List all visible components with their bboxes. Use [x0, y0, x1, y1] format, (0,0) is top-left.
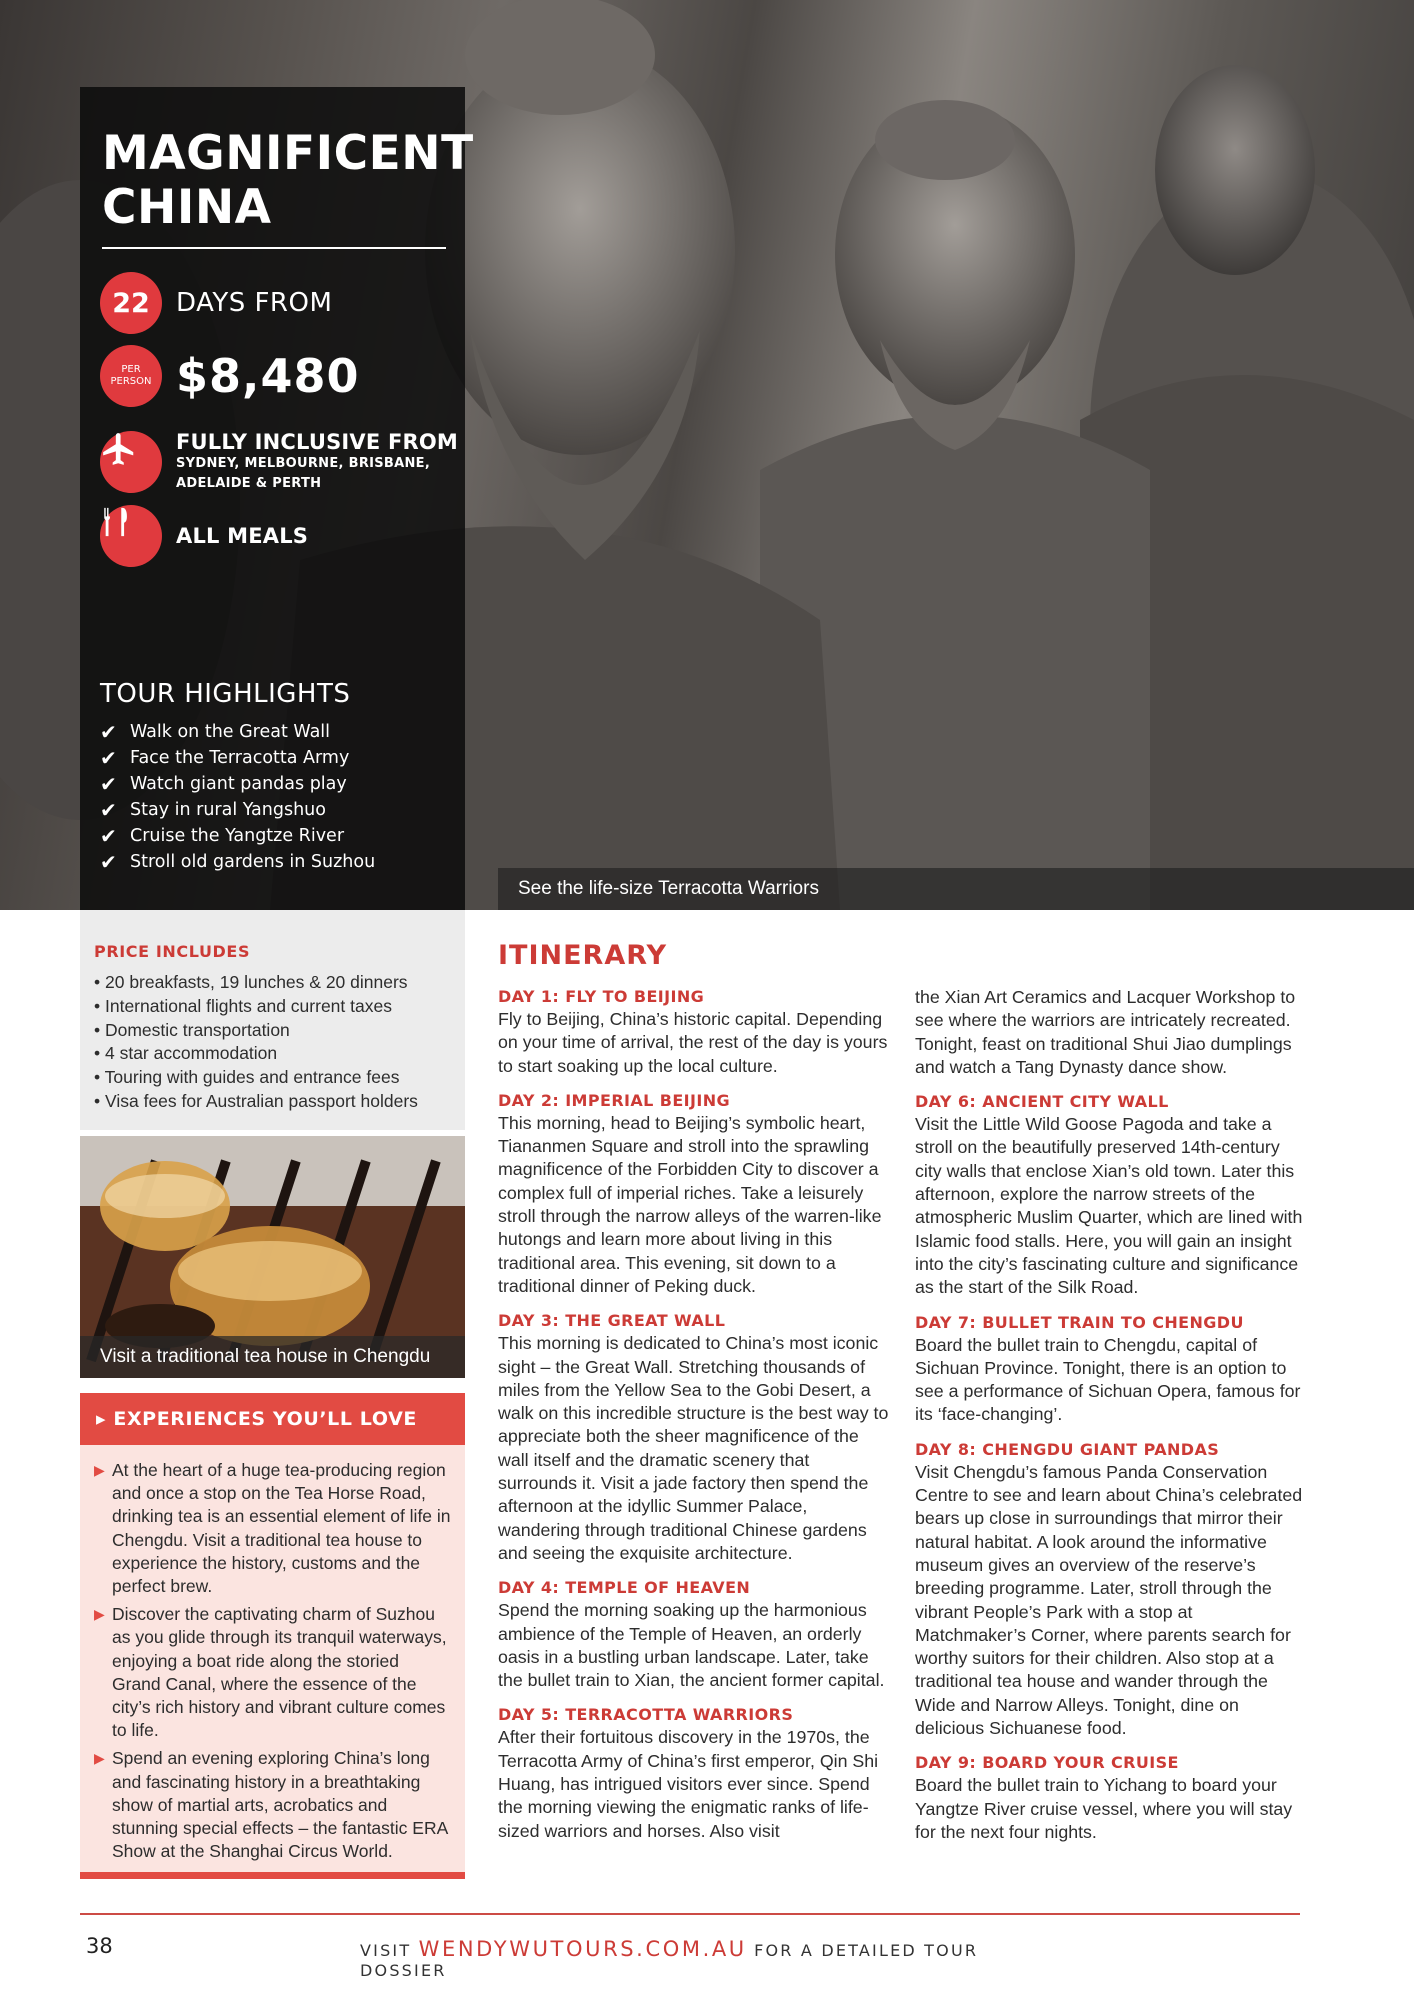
itinerary-day — [915, 1439, 1307, 1741]
list-item: • Visa fees for Australian passport holders — [94, 1090, 418, 1111]
triangle-bullet-icon: ▶ — [94, 1462, 105, 1478]
price-includes-list — [94, 971, 451, 1114]
per-person-circle — [100, 345, 162, 407]
check-icon: ✔ — [100, 720, 117, 744]
tea-house-photo — [80, 1136, 465, 1378]
day-heading: DAY 6: ANCIENT CITY WALL — [915, 1092, 1169, 1112]
duration-row — [100, 272, 332, 334]
itinerary-day — [498, 1090, 890, 1298]
experiences-bottom-bar — [80, 1872, 465, 1879]
days-circle — [100, 272, 162, 334]
check-icon: ✔ — [100, 772, 117, 796]
itinerary-day — [498, 1577, 890, 1692]
day-text: This morning, head to Beijing’s symbolic heart, Tiananmen Square and stroll into the sprawling magnificence of the Forbidden City to discover a complex full of imperial riches. Take a leisurely stroll through the narrow alleys of the warren-like hutongs and learn more about living in this traditional area. This evening, sit down to a traditional dinner of Peking duck. — [498, 1112, 882, 1296]
tour-price: $8,480 — [176, 349, 360, 403]
tour-info-panel — [80, 87, 474, 910]
list-item: • 20 breakfasts, 19 lunches & 20 dinners — [94, 972, 408, 992]
inclusive-label: FULLY INCLUSIVE FROM — [176, 430, 459, 454]
tour-title: MAGNIFICENT CHINA — [102, 126, 474, 235]
itinerary-day — [915, 1091, 1307, 1299]
day-heading: DAY 2: IMPERIAL BEIJING — [498, 1090, 731, 1110]
itinerary-day — [498, 1310, 890, 1565]
price-row — [100, 345, 360, 407]
experience-item: ▶ At the heart of a huge tea-producing region and once a stop on the Tea Horse Road, drinking tea is an essential element of life in Chengdu. Visit a traditional tea house to experience the history, customs and the perfect brew. — [94, 1459, 451, 1598]
tea-photo-caption: Visit a traditional tea house in Chengdu — [80, 1336, 465, 1378]
experiences-heading: ▸ EXPERIENCES YOU’LL LOVE — [80, 1393, 465, 1445]
footer-divider — [80, 1913, 1300, 1915]
days-number: 22 — [112, 287, 150, 319]
itinerary-column-1 — [498, 986, 890, 1855]
flights-text — [176, 430, 458, 494]
day-heading: DAY 7: BULLET TRAIN TO CHENGDU — [915, 1312, 1244, 1332]
meals-label: ALL MEALS — [176, 524, 309, 548]
day-text: Fly to Beijing, China’s historic capital. Depending on your time of arrival, the rest of the day is yours to start soaking up the local culture. — [498, 1009, 888, 1076]
days-label: DAYS FROM — [176, 288, 333, 318]
day-text: Visit Chengdu’s famous Panda Conservation Centre to see and learn about China’s celebrated bears up close in surroundings that mirror their natural habitat. A look around the informative museum gives an overview of the reserve’s breeding programme. Later, stroll through the vibrant People’s Park with a stop at Matchmaker’s Corner, where parents search for worthy suitors for their children. Also stop at a traditional tea house and wander through the Wide and Narrow Alleys. Tonight, dine on delicious Sichuanese food. — [915, 1461, 1303, 1739]
itinerary-day — [915, 1752, 1307, 1844]
day-heading: DAY 8: CHENGDU GIANT PANDAS — [915, 1439, 1220, 1459]
plane-icon — [100, 431, 162, 493]
cities-line1: SYDNEY, MELBOURNE, BRISBANE, — [176, 456, 431, 471]
list-item: • Touring with guides and entrance fees — [94, 1067, 400, 1088]
list-item: • Domestic transportation — [94, 1019, 290, 1040]
check-icon: ✔ — [100, 824, 117, 848]
itinerary-day — [915, 1312, 1307, 1427]
check-icon: ✔ — [100, 746, 117, 770]
day-heading: DAY 1: FLY TO BEIJING — [498, 987, 705, 1006]
footer-suffix: FOR A DETAILED TOUR DOSSIER — [360, 1941, 979, 1980]
check-icon: ✔ — [100, 850, 117, 874]
triangle-bullet-icon: ▶ — [94, 1606, 105, 1623]
experience-item: ▶ Spend an evening exploring China’s long and fascinating history in a breathtaking show of martial arts, acrobatics and stunning special effects – the fantastic ERA Show at the Shanghai Circus World. — [94, 1747, 451, 1863]
day-heading: DAY 4: TEMPLE OF HEAVEN — [498, 1578, 751, 1598]
list-item: • 4 star accommodation — [94, 1043, 278, 1064]
highlights-list — [100, 719, 375, 875]
itinerary-continued — [915, 986, 1307, 1079]
footer-website-link[interactable]: WENDYWUTOURS.COM.AU — [418, 1937, 747, 1961]
title-divider — [102, 247, 446, 249]
day-text: the Xian Art Ceramics and Lacquer Workshop to see where the warriors are intricately recreated. Tonight, feast on traditional Shui Jiao dumplings and watch a Tang Dynasty dance show. — [915, 987, 1296, 1077]
flights-row — [100, 430, 458, 494]
experience-item: ▶ Discover the captivating charm of Suzhou as you glide through its tranquil waterways, enjoying a boat ride along the storied Grand Canal, where the essence of the city’s rich history and vibrant culture comes to life. — [94, 1603, 451, 1742]
highlight-item: ✔ Walk on the Great Wall — [100, 720, 331, 744]
day-text: Board the bullet train to Yichang to board your Yangtze River cruise vessel, where you will stay for the next four nights. — [915, 1775, 1293, 1842]
itinerary-title: ITINERARY — [498, 940, 668, 971]
day-text: Spend the morning soaking up the harmonious ambience of the Temple of Heaven, an orderly oasis in a bustling urban landscape. Later, take the bullet train to Xian, the ancient former capital. — [498, 1600, 885, 1691]
day-heading: DAY 3: THE GREAT WALL — [498, 1311, 726, 1331]
triangle-bullet-icon: ▶ — [94, 1750, 105, 1767]
meals-row — [100, 505, 308, 567]
day-heading: DAY 9: BOARD YOUR CRUISE — [915, 1753, 1179, 1773]
page-number: 38 — [86, 1934, 113, 1958]
per-person-label: PER PERSON — [110, 364, 152, 387]
hero-caption: See the life-size Terracotta Warriors — [498, 868, 1414, 910]
day-text: After their fortuitous discovery in the 1970s, the Terracotta Army of China’s first emperor, Qin Shi Huang, has intrigued visitors ever since. Spend the morning viewing the enigmatic ranks of life-sized warriors and horses. Also visit — [498, 1727, 879, 1841]
highlight-item: ✔ Stroll old gardens in Suzhou — [100, 850, 376, 874]
hero-photo — [0, 0, 1414, 910]
cities-line2: ADELAIDE & PERTH — [176, 476, 322, 491]
price-includes-box — [80, 910, 465, 1130]
highlight-item: ✔ Face the Terracotta Army — [100, 746, 350, 770]
price-includes-heading: PRICE INCLUDES — [94, 942, 251, 961]
experiences-box — [80, 1445, 465, 1877]
highlight-item: ✔ Cruise the Yangtze River — [100, 824, 345, 848]
list-item: • International flights and current taxes — [94, 995, 392, 1016]
highlights-heading: TOUR HIGHLIGHTS — [100, 679, 351, 709]
footer-cta — [360, 1937, 1060, 1980]
highlight-item: ✔ Watch giant pandas play — [100, 772, 347, 796]
triangle-bullet-icon: ▸ — [96, 1408, 114, 1430]
footer-visit-label: VISIT — [360, 1941, 412, 1960]
day-text: This morning is dedicated to China’s most iconic sight – the Great Wall. Stretching thousands of miles from the Yellow Sea to the Gobi Desert, a walk on this incredible structure is the best way to appreciate both the sheer magnificence of the wall itself and the dramatic scenery that surrounds it. Visit a jade factory then spend the afternoon at the idyllic Summer Palace, wandering through traditional Chinese gardens and seeing the exquisite architecture. — [498, 1333, 889, 1563]
day-text: Board the bullet train to Chengdu, capital of Sichuan Province. Tonight, there is an option to see a performance of Sichuan Opera, famous for its ‘face-changing’. — [915, 1334, 1301, 1425]
itinerary-column-2 — [915, 986, 1307, 1856]
check-icon: ✔ — [100, 798, 117, 822]
day-text: Visit the Little Wild Goose Pagoda and take a stroll on the beautifully preserved 14th-century city walls that enclose Xian’s old town. Later this afternoon, explore the narrow streets of the atmospheric Muslim Quarter, which are lined with Islamic food stalls. Here, you will gain an insight into the city’s fascinating culture and significance as the start of the Silk Road. — [915, 1114, 1303, 1298]
itinerary-day — [498, 986, 890, 1078]
itinerary-day — [498, 1704, 890, 1842]
highlight-item: ✔ Stay in rural Yangshuo — [100, 798, 326, 822]
cutlery-icon — [100, 505, 162, 567]
day-heading: DAY 5: TERRACOTTA WARRIORS — [498, 1705, 794, 1725]
